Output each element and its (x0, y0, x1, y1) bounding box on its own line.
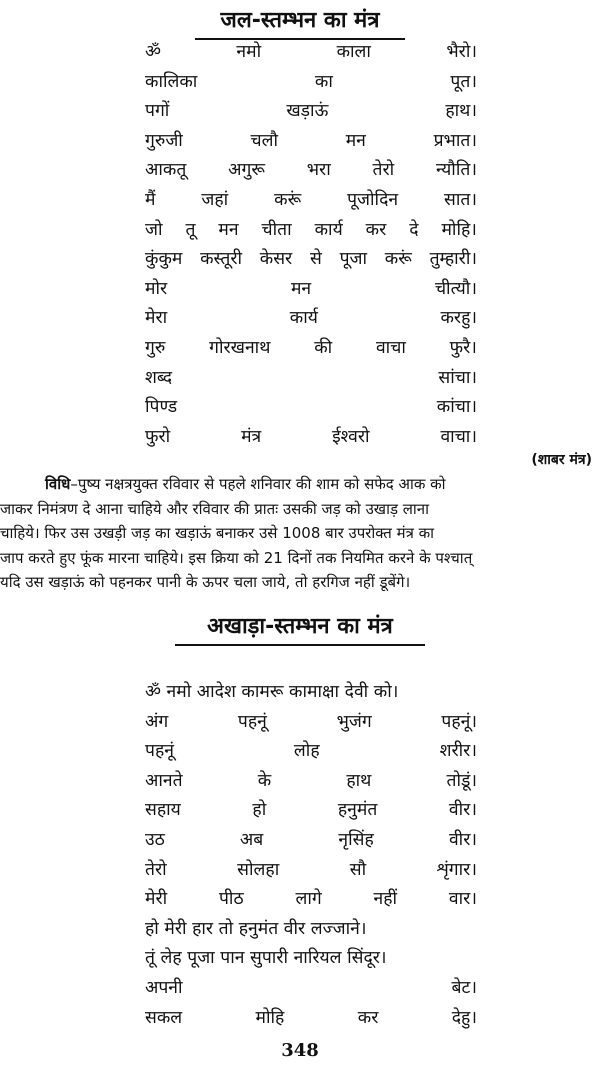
mantra2-word: देहु। (451, 1007, 477, 1028)
vidhi-line-3: चाहिये। फिर उस उखड़ी जड़ का खड़ाऊं बनाकर उसे 1008 बार उपरोक्त मंत्र का (0, 524, 435, 542)
mantra2-word: पहनूं (145, 741, 174, 762)
mantra1-word: गोरखनाथ (209, 337, 271, 358)
mantra1-line (145, 186, 477, 216)
mantra1-word: करूं (274, 189, 302, 210)
mantra1-word: चलौ (250, 130, 279, 151)
mantra2-word: अंग (145, 711, 169, 732)
mantra2-word: तोडूं। (446, 770, 477, 791)
mantra1-word: पूजोदिन (347, 189, 399, 210)
mantra2-word: वीर। (448, 800, 477, 821)
mantra2-word: तूं लेह पूजा पान सुपारी नारियल सिंदूर। (145, 948, 387, 969)
mantra1-word: मोहि। (441, 219, 477, 240)
mantra1-word: गुरु (145, 337, 166, 358)
mantra2-word: सौ (349, 859, 367, 880)
mantra1-line (145, 334, 477, 364)
mantra2-word: मेरी (145, 889, 168, 910)
mantra-block-1 (145, 38, 477, 452)
mantra1-word: मन (345, 130, 366, 151)
mantra1-word: जो (145, 219, 163, 240)
mantra2-word: शृंगार। (436, 859, 477, 880)
mantra2-word: हनुमंत (337, 800, 378, 821)
mantra2-word: शरीर। (439, 741, 477, 762)
mantra1-line (145, 304, 477, 334)
mantra1-word: वाचा (375, 337, 406, 358)
mantra2-line (145, 915, 477, 945)
mantra2-line (145, 974, 477, 1004)
mantra1-word: तू (185, 219, 196, 240)
mantra1-word: भरा (306, 160, 331, 181)
mantra1-line (145, 38, 477, 68)
mantra1-word: मंत्र (241, 426, 262, 447)
mantra1-word: प्रभात। (433, 130, 477, 151)
vidhi-line-4: जाप करते हुए फूंक मारना चाहिये। इस क्रिया को 21 दिनों तक नियमित करने के पश्चात् (0, 548, 473, 567)
mantra1-word: अगुरू (228, 160, 265, 181)
mantra1-word: न्यौति। (436, 160, 477, 181)
mantra1-word: कर (365, 219, 387, 240)
mantra1-word: मन (290, 278, 312, 299)
mantra1-line (145, 156, 477, 186)
mantra1-word: फुरो (145, 426, 171, 447)
mantra2-word: अब (239, 829, 264, 850)
mantra2-word: पहनूं। (441, 711, 477, 732)
mantra2-word: नहीं (373, 889, 398, 910)
mantra1-word: मेरा (145, 308, 168, 329)
mantra2-word: वीर। (448, 829, 477, 850)
mantra2-line (145, 737, 477, 767)
mantra2-line (145, 826, 477, 856)
mantra1-word: मोर (145, 278, 168, 299)
mantra1-word: सात। (444, 189, 477, 210)
mantra2-word: वार। (448, 889, 477, 910)
mantra1-word: पूत। (450, 71, 477, 92)
mantra2-line (145, 885, 477, 915)
mantra1-word: तेरो (372, 160, 395, 181)
mantra1-line (145, 97, 477, 127)
mantra1-line (145, 393, 477, 423)
mantra2-word: लागे (295, 889, 322, 910)
mantra1-line (145, 423, 477, 453)
mantra1-word: सांचा। (438, 367, 477, 388)
mantra1-word: हाथ। (445, 101, 477, 122)
mantra2-word: हाथ (346, 770, 372, 791)
mantra2-word: सकल (145, 1007, 183, 1028)
mantra2-word: उठ (145, 829, 165, 850)
mantra2-word: बेट। (451, 977, 477, 998)
mantra2-word: हो (252, 800, 267, 821)
mantra2-line (145, 1004, 477, 1034)
mantra2-word: सहाय (145, 800, 181, 821)
mantra1-word: शब्द (145, 367, 173, 388)
mantra1-line (145, 216, 477, 246)
mantra1-word: मन (218, 219, 239, 240)
mantra1-line (145, 127, 477, 157)
vidhi-paragraph (0, 472, 600, 595)
mantra2-word: तेरो (145, 859, 167, 880)
vidhi-line-5: यदि उस खड़ाऊं को पहनकर पानी के ऊपर चला जाये, तो हरगिज नहीं डूबेंगे। (0, 573, 411, 591)
mantra1-word: भैरो। (446, 42, 477, 62)
mantra1-word: की (314, 337, 333, 358)
mantra2-word: कर (357, 1007, 379, 1028)
mantra1-word: मैं (145, 189, 156, 210)
mantra1-word: पूजा (339, 249, 368, 270)
mantra2-word: सोलहा (237, 859, 280, 880)
heading-akhada-stambhan (0, 610, 600, 646)
mantra1-line (145, 364, 477, 394)
heading-1-text: जल-स्तम्भन का मंत्र (220, 8, 380, 33)
mantra2-line (145, 856, 477, 886)
vidhi-line-2: जाकर निमंत्रण दे आना चाहिये और रविवार की प्रातः उसकी जड़ को उखाड़ लाना (0, 499, 430, 518)
mantra1-word: से (309, 249, 322, 270)
mantra2-word: नृसिंह (338, 829, 374, 850)
mantra1-word: वाचा। (440, 426, 477, 447)
mantra2-word: आनते (145, 770, 183, 791)
mantra2-word: लोह (293, 741, 320, 762)
mantra2-word: भुजंग (336, 711, 372, 732)
mantra1-line (145, 245, 477, 275)
mantra2-word: मोहि (255, 1007, 285, 1028)
mantra1-word: कस्तूरी (200, 249, 243, 270)
mantra1-word: कार्य (289, 308, 318, 329)
vidhi-line-1-text: –पुष्य नक्षत्रयुक्त रविवार से पहले शनिवार की शाम को सफेद आक को (70, 475, 446, 493)
heading-2-text: अखाड़ा-स्तम्भन का मंत्र (207, 614, 393, 639)
mantra2-word: पहनूं (237, 711, 267, 732)
mantra1-word: पिण्ड (145, 397, 178, 418)
mantra2-line (145, 767, 477, 797)
mantra1-word: दे (409, 219, 419, 240)
mantra1-word: केसर (259, 249, 293, 270)
mantra2-line (145, 678, 477, 708)
mantra1-word: का (314, 71, 333, 92)
mantra1-word: ईश्वरो (332, 426, 370, 447)
mantra1-line (145, 275, 477, 305)
mantra2-line (145, 796, 477, 826)
mantra1-word: नमो (236, 42, 262, 62)
heading-jal-stambhan (0, 4, 600, 40)
mantra1-word: खड़ाऊं (286, 101, 329, 122)
mantra1-word: ॐ (145, 42, 161, 62)
mantra1-word: चीत्यौ। (434, 278, 477, 299)
mantra1-word: तुम्हारी। (429, 249, 477, 270)
mantra1-word: आकतू (145, 160, 187, 181)
mantra1-word: फुरै। (449, 337, 477, 358)
mantra2-word: हो मेरी हार तो हनुमंत वीर लज्जाने। (145, 918, 367, 939)
mantra1-word: करहु। (440, 308, 477, 329)
mantra2-word: ॐ नमो आदेश कामरू कामाक्षा देवी को। (145, 682, 399, 702)
mantra1-word: कार्य (314, 219, 343, 240)
vidhi-lead: विधि (45, 475, 71, 493)
mantra1-word: जहां (201, 189, 229, 210)
mantra1-word: गुरुजी (145, 130, 183, 151)
mantra2-word: अपनी (145, 977, 183, 998)
mantra1-word: काला (336, 42, 371, 62)
mantra2-line (145, 944, 477, 974)
mantra1-word: करूं (384, 249, 412, 270)
mantra1-word: कांचा। (436, 397, 477, 418)
page-number: 348 (281, 1040, 319, 1061)
mantra2-word: पीठ (218, 889, 244, 910)
vidhi-line-1 (0, 472, 600, 497)
mantra1-word: चीता (261, 219, 292, 240)
source-label: (शाबर मंत्र) (531, 452, 592, 468)
mantra1-word: कुंकुम (145, 249, 183, 270)
mantra2-line (145, 708, 477, 738)
mantra-block-2 (145, 678, 477, 1033)
mantra1-word: पगों (145, 101, 170, 122)
mantra2-word: के (257, 770, 272, 791)
heading-2-underline (175, 644, 425, 646)
mantra1-word: कालिका (145, 71, 198, 92)
mantra1-line (145, 68, 477, 98)
